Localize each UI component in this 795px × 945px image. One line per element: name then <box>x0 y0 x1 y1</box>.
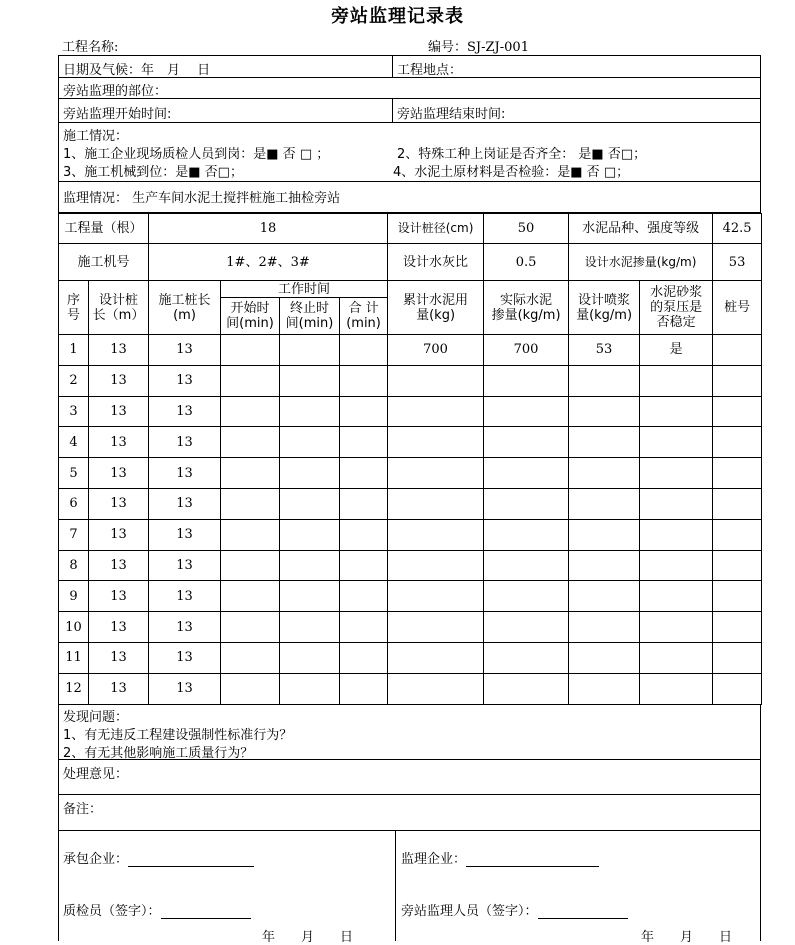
date-left[interactable]: 年 月 日 <box>262 930 354 945</box>
row-pile-number[interactable] <box>713 365 762 396</box>
row-design-length[interactable]: 13 <box>89 612 149 643</box>
row-cumulative-cement[interactable] <box>388 673 484 704</box>
location-field[interactable]: 工程地点： <box>397 63 463 78</box>
row-total-time[interactable] <box>340 581 388 612</box>
construction-item-3: 3、施工机械到位：是■ 否□； <box>63 165 243 180</box>
row-design-length[interactable]: 13 <box>89 581 149 612</box>
table-row <box>59 581 762 612</box>
row-cumulative-cement[interactable] <box>388 581 484 612</box>
row-end-time[interactable] <box>280 365 340 396</box>
row-cumulative-cement[interactable] <box>388 365 484 396</box>
table-row <box>59 427 762 458</box>
row-actual-cement[interactable]: 700 <box>484 335 569 366</box>
row-built-length[interactable]: 13 <box>149 335 221 366</box>
row-pile-number[interactable] <box>713 612 762 643</box>
table-row <box>59 673 762 704</box>
row-divider <box>58 181 761 182</box>
row-built-length[interactable]: 13 <box>149 427 221 458</box>
row-total-time[interactable] <box>340 396 388 427</box>
table-row <box>59 335 762 366</box>
header-built-length: 施工桩长 (m) <box>149 281 221 335</box>
row-end-time[interactable] <box>280 673 340 704</box>
column-divider <box>392 98 393 122</box>
row-total-time[interactable] <box>340 365 388 396</box>
row-seq: 4 <box>59 427 89 458</box>
row-start-time[interactable] <box>221 396 280 427</box>
row-design-spray[interactable] <box>569 488 640 519</box>
row-design-spray[interactable] <box>569 581 640 612</box>
handling-opinion-field[interactable]: 处理意见： <box>63 767 129 782</box>
row-design-length[interactable]: 13 <box>89 396 149 427</box>
row-built-length[interactable]: 13 <box>149 642 221 673</box>
table-row <box>59 642 762 673</box>
header-work-time: 工作时间 <box>221 281 388 298</box>
row-pump-stable[interactable] <box>640 612 713 643</box>
row-cumulative-cement[interactable] <box>388 488 484 519</box>
row-design-spray[interactable] <box>569 642 640 673</box>
machine-value[interactable]: 1#、2#、3# <box>149 244 388 281</box>
row-start-time[interactable] <box>221 427 280 458</box>
row-actual-cement[interactable] <box>484 488 569 519</box>
header-actual-cement: 实际水泥 掺量(kg/m) <box>484 281 569 335</box>
row-design-length[interactable]: 13 <box>89 458 149 489</box>
row-pump-stable[interactable] <box>640 519 713 550</box>
row-actual-cement[interactable] <box>484 673 569 704</box>
row-actual-cement[interactable] <box>484 642 569 673</box>
machine-label: 施工机号 <box>59 244 149 281</box>
row-pump-stable[interactable] <box>640 458 713 489</box>
row-seq: 10 <box>59 612 89 643</box>
row-start-time[interactable] <box>221 365 280 396</box>
row-start-time[interactable] <box>221 335 280 366</box>
row-built-length[interactable]: 13 <box>149 550 221 581</box>
row-pump-stable[interactable] <box>640 673 713 704</box>
row-actual-cement[interactable] <box>484 550 569 581</box>
table-row <box>59 550 762 581</box>
row-total-time[interactable] <box>340 519 388 550</box>
row-end-time[interactable] <box>280 581 340 612</box>
row-pump-stable[interactable] <box>640 642 713 673</box>
row-total-time[interactable] <box>340 673 388 704</box>
row-seq: 7 <box>59 519 89 550</box>
row-pump-stable[interactable] <box>640 488 713 519</box>
pile-diameter-label: 设计桩径(cm) <box>388 214 484 244</box>
issues-label: 发现问题： <box>63 710 129 725</box>
table-row <box>59 519 762 550</box>
header-seq: 序 号 <box>59 281 89 335</box>
row-built-length[interactable]: 13 <box>149 581 221 612</box>
row-pile-number[interactable] <box>713 550 762 581</box>
quantity-label: 工程量（根） <box>59 214 149 244</box>
form-title: 旁站监理记录表 <box>331 6 464 27</box>
row-cumulative-cement[interactable]: 700 <box>388 335 484 366</box>
row-seq: 6 <box>59 488 89 519</box>
cement-grade-label: 水泥品种、强度等级 <box>569 214 713 244</box>
header-design-spray: 设计喷浆 量(kg/m) <box>569 281 640 335</box>
row-total-time[interactable] <box>340 642 388 673</box>
header-start-time: 开始时 间(min) <box>221 298 280 335</box>
row-seq: 8 <box>59 550 89 581</box>
row-built-length[interactable]: 13 <box>149 458 221 489</box>
row-design-spray[interactable] <box>569 396 640 427</box>
row-seq: 5 <box>59 458 89 489</box>
row-end-time[interactable] <box>280 427 340 458</box>
construction-item-2: 2、特殊工种上岗证是否齐全： 是■ 否□； <box>397 147 647 162</box>
header-total-time: 合 计 (min) <box>340 298 388 335</box>
row-design-spray[interactable] <box>569 673 640 704</box>
row-cumulative-cement[interactable] <box>388 396 484 427</box>
header-pile-number: 桩号 <box>713 281 762 335</box>
construction-item-1: 1、施工企业现场质检人员到岗：是■ 否 □ ； <box>63 147 330 162</box>
header-pump-stable: 水泥砂浆 的泵压是 否稳定 <box>640 281 713 335</box>
row-seq: 2 <box>59 365 89 396</box>
row-seq: 1 <box>59 335 89 366</box>
row-design-length[interactable]: 13 <box>89 642 149 673</box>
table-row <box>59 612 762 643</box>
wc-ratio-value[interactable]: 0.5 <box>484 244 569 281</box>
inspector-signature-field[interactable]: 质检员（签字）： <box>63 900 251 919</box>
row-pile-number[interactable] <box>713 673 762 704</box>
row-design-spray[interactable] <box>569 427 640 458</box>
end-time-field[interactable]: 旁站监理结束时间: <box>397 107 506 122</box>
row-design-length[interactable]: 13 <box>89 365 149 396</box>
row-start-time[interactable] <box>221 642 280 673</box>
row-start-time[interactable] <box>221 581 280 612</box>
row-cumulative-cement[interactable] <box>388 458 484 489</box>
pile-diameter-value[interactable]: 50 <box>484 214 569 244</box>
row-pile-number[interactable] <box>713 335 762 366</box>
row-end-time[interactable] <box>280 519 340 550</box>
row-built-length[interactable]: 13 <box>149 673 221 704</box>
row-start-time[interactable] <box>221 488 280 519</box>
start-time-field[interactable]: 旁站监理开始时间: <box>63 107 172 122</box>
row-end-time[interactable] <box>280 335 340 366</box>
row-pump-stable[interactable]: 是 <box>640 335 713 366</box>
row-divider <box>58 122 761 123</box>
row-end-time[interactable] <box>280 396 340 427</box>
row-design-spray[interactable] <box>569 458 640 489</box>
row-start-time[interactable] <box>221 519 280 550</box>
row-actual-cement[interactable] <box>484 396 569 427</box>
row-design-length[interactable]: 13 <box>89 488 149 519</box>
data-rows <box>59 335 762 705</box>
row-actual-cement[interactable] <box>484 581 569 612</box>
cement-grade-value[interactable]: 42.5 <box>713 214 762 244</box>
row-seq: 11 <box>59 642 89 673</box>
row-pump-stable[interactable] <box>640 396 713 427</box>
row-design-length[interactable]: 13 <box>89 519 149 550</box>
row-cumulative-cement[interactable] <box>388 519 484 550</box>
row-start-time[interactable] <box>221 550 280 581</box>
row-start-time[interactable] <box>221 458 280 489</box>
row-design-spray[interactable] <box>569 550 640 581</box>
quantity-value[interactable]: 18 <box>149 214 388 244</box>
remarks-field[interactable]: 备注： <box>63 802 103 817</box>
row-total-time[interactable] <box>340 488 388 519</box>
row-design-spray[interactable] <box>569 365 640 396</box>
row-pile-number[interactable] <box>713 519 762 550</box>
row-design-spray[interactable] <box>569 612 640 643</box>
row-actual-cement[interactable] <box>484 458 569 489</box>
column-divider <box>392 55 393 77</box>
row-start-time[interactable] <box>221 673 280 704</box>
row-divider <box>58 830 761 831</box>
wc-ratio-label: 设计水灰比 <box>388 244 484 281</box>
table-row <box>59 458 762 489</box>
row-built-length[interactable]: 13 <box>149 396 221 427</box>
column-divider <box>395 830 396 941</box>
row-total-time[interactable] <box>340 335 388 366</box>
row-pile-number[interactable] <box>713 488 762 519</box>
supervisor-signature-field[interactable]: 旁站监理人员（签字）： <box>401 900 628 919</box>
row-end-time[interactable] <box>280 550 340 581</box>
row-design-spray[interactable] <box>569 519 640 550</box>
row-pile-number[interactable] <box>713 581 762 612</box>
supervisor-company-field[interactable]: 监理企业： <box>401 848 599 867</box>
row-seq: 3 <box>59 396 89 427</box>
table-row <box>59 488 762 519</box>
supervision-position-field[interactable]: 旁站监理的部位： <box>63 84 168 99</box>
form-number: 编号：SJ-ZJ-001 <box>428 40 529 55</box>
row-total-time[interactable] <box>340 427 388 458</box>
table-row <box>59 365 762 396</box>
row-pump-stable[interactable] <box>640 365 713 396</box>
record-table <box>58 213 762 705</box>
row-cumulative-cement[interactable] <box>388 427 484 458</box>
row-start-time[interactable] <box>221 612 280 643</box>
table-row <box>59 396 762 427</box>
header-cumulative-cement: 累计水泥用 量(kg) <box>388 281 484 335</box>
row-end-time[interactable] <box>280 642 340 673</box>
row-actual-cement[interactable] <box>484 519 569 550</box>
row-end-time[interactable] <box>280 612 340 643</box>
row-pump-stable[interactable] <box>640 550 713 581</box>
row-total-time[interactable] <box>340 458 388 489</box>
row-built-length[interactable]: 13 <box>149 488 221 519</box>
row-design-spray[interactable]: 53 <box>569 335 640 366</box>
header-end-time: 终止时 间(min) <box>280 298 340 335</box>
project-name-label: 工程名称: <box>62 40 119 55</box>
construction-item-4: 4、水泥土原材料是否检验：是■ 否 □； <box>393 165 630 180</box>
row-seq: 12 <box>59 673 89 704</box>
row-design-length[interactable]: 13 <box>89 673 149 704</box>
row-cumulative-cement[interactable] <box>388 612 484 643</box>
row-pile-number[interactable] <box>713 642 762 673</box>
row-total-time[interactable] <box>340 550 388 581</box>
contractor-field[interactable]: 承包企业： <box>63 848 254 867</box>
row-actual-cement[interactable] <box>484 365 569 396</box>
row-actual-cement[interactable] <box>484 612 569 643</box>
row-pump-stable[interactable] <box>640 581 713 612</box>
row-design-length[interactable]: 13 <box>89 550 149 581</box>
row-cumulative-cement[interactable] <box>388 550 484 581</box>
row-pile-number[interactable] <box>713 396 762 427</box>
cement-dose-value[interactable]: 53 <box>713 244 762 281</box>
date-weather-field[interactable]: 日期及气候：年 月 日 <box>63 63 211 78</box>
row-design-length[interactable]: 13 <box>89 427 149 458</box>
row-built-length[interactable]: 13 <box>149 365 221 396</box>
supervision-situation: 监理情况： 生产车间水泥土搅拌桩施工抽检旁站 <box>63 191 341 206</box>
row-cumulative-cement[interactable] <box>388 642 484 673</box>
row-built-length[interactable]: 13 <box>149 612 221 643</box>
row-pump-stable[interactable] <box>640 427 713 458</box>
row-pile-number[interactable] <box>713 427 762 458</box>
row-divider <box>58 794 761 795</box>
row-end-time[interactable] <box>280 488 340 519</box>
issue-question-1: 1、有无违反工程建设强制性标准行为？ <box>63 728 293 743</box>
issue-question-2: 2、有无其他影响施工质量行为？ <box>63 746 254 761</box>
row-total-time[interactable] <box>340 612 388 643</box>
row-end-time[interactable] <box>280 458 340 489</box>
row-built-length[interactable]: 13 <box>149 519 221 550</box>
cement-dose-label: 设计水泥掺量(kg/m) <box>569 244 713 281</box>
construction-label: 施工情况： <box>63 129 129 144</box>
row-actual-cement[interactable] <box>484 427 569 458</box>
row-pile-number[interactable] <box>713 458 762 489</box>
header-design-length: 设计桩 长（m） <box>89 281 149 335</box>
row-seq: 9 <box>59 581 89 612</box>
row-design-length[interactable]: 13 <box>89 335 149 366</box>
date-right[interactable]: 年 月 日 <box>641 930 733 945</box>
